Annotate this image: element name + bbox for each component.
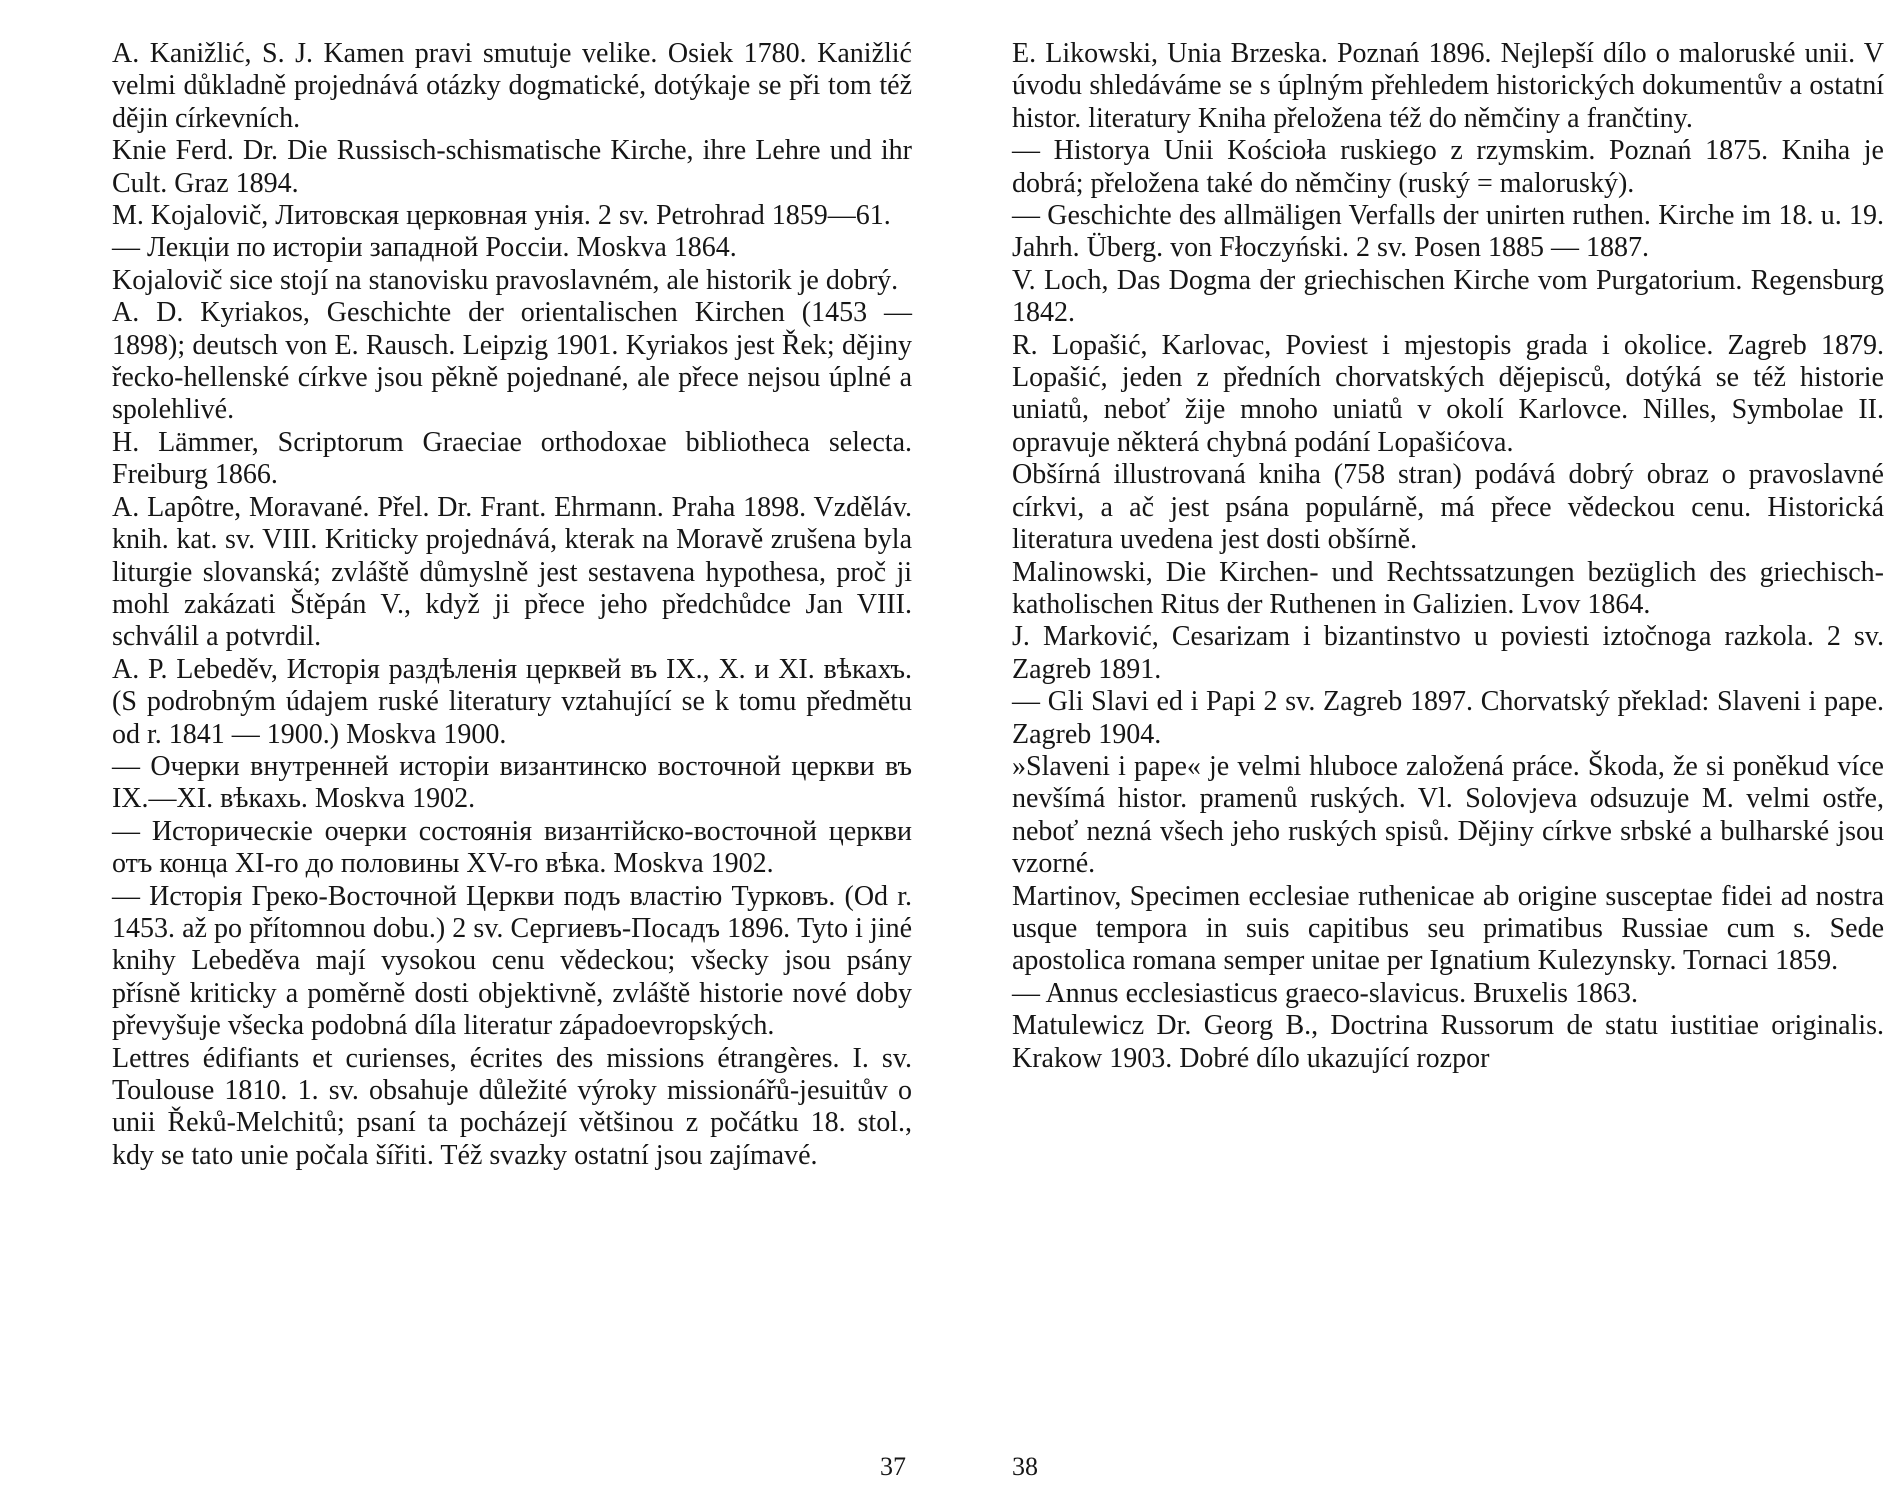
entry-markovic-slavi: — Gli Slavi ed i Papi 2 sv. Zagreb 1897. Chorvatský překlad: Slaveni i pape. Zagreb 1904. — [1012, 686, 1884, 750]
entry-matulewicz: Matulewicz Dr. Georg B., Doctrina Russorum de statu iustitiae originalis. Krakow 1903. Dobré dílo ukazující rozpor — [1012, 1010, 1884, 1074]
entry-likowski-historya: — Historya Unii Kościoła ruskiego z rzymskim. Poznań 1875. Kniha je dobrá; přeložena také do němčiny (ruský = maloruský). — [1012, 135, 1884, 199]
entry-markovic: J. Marković, Cesarizam i bizantinstvo u poviesti iztočnoga razkola. 2 sv. Zagreb 1891. — [1012, 621, 1884, 685]
note-obsirna-kniha: Obšírná illustrovaná kniha (758 stran) podává dobrý obraz o pravoslavné církvi, a ač jest psána populárně, má přece vědeckou cenu. Historická literatura uvedena jest dosti obšírně. — [1012, 459, 1884, 556]
entry-lammer: H. Lämmer, Scriptorum Graeciae orthodoxae bibliotheca selecta. Freiburg 1866. — [112, 426, 912, 491]
entry-likowski: E. Likowski, Unia Brzeska. Poznań 1896. Nejlepší dílo o maloruské unii. V úvodu shledáváme se s úplným přehledem historických dokumentův a ostatní histor. literatury Kniha přeložena též do němčiny a frančtiny. — [1012, 38, 1884, 134]
entry-lebedev-ocerki: — Очерки внутренней исторіи византинско восточной церкви въ IX.—XI. вѣкахь. Moskva 1902. — [112, 750, 912, 815]
entry-lopasic: R. Lopašić, Karlovac, Poviest i mjestopis grada i okolice. Zagreb 1879. Lopašić, jeden z předních chorvatských dějepisců, dotýká se též historie uniatů, neboť žije mnoho uniatů v okolí Karlovce. Nilles, Symbolae II. opravuje některá chybná podání Lopašićova. — [1012, 329, 1884, 458]
note-slaveni-i-pape: »Slaveni i pape« je velmi hluboce založená práce. Škoda, že si poněkud více nevšímá histor. pramenů ruských. Vl. Solovjeva odsuzuje M. velmi ostře, neboť nezná všech jeho ruských spisů. Dějiny církve srbské a bulharské jsou vzorné. — [1012, 750, 1884, 880]
entry-kyriakos: A. D. Kyriakos, Geschichte der orientalischen Kirchen (1453 — 1898); deutsch von E. Rausch. Leipzig 1901. Kyriakos jest Řek; dějiny řecko-hellenské církve jsou pěkně pojednané, ale přece nejsou úplné a spolehlivé. — [112, 297, 912, 426]
entry-lebedev: A. P. Lebeděv, Исторія раздѣленія церквей въ IX., X. и XI. вѣкахъ. (S podrobným údajem ruské literatury vztahující se k tomu předmětu od r. 1841 — 1900.) Moskva 1900. — [112, 653, 912, 750]
right-page — [1012, 38, 1884, 1075]
page-number-right: 38 — [1012, 1452, 1038, 1481]
note-kojalovic: Kojalovič sice stojí na stanovisku pravoslavném, ale historik je dobrý. — [112, 264, 899, 296]
entry-kanizlic: A. Kanižlić, S. J. Kamen pravi smutuje velike. Osiek 1780. Kanižlić velmi důkladně projednává otázky dogmatické, dotýkaje se při tom též dějin církevních. — [112, 38, 912, 134]
entry-malinowski: Malinowski, Die Kirchen- und Rechtssatzungen bezüglich des griechisch-katholischen Ritus der Ruthenen in Galizien. Lvov 1864. — [1012, 556, 1884, 620]
entry-likowski-geschichte: — Geschichte des allmäligen Verfalls der unirten ruthen. Kirche im 18. u. 19. Jahrh. Überg. von Fłoczyński. 2 sv. Posen 1885 — 1887. — [1012, 200, 1884, 264]
entry-martinov: Martinov, Specimen ecclesiae ruthenicae ab origine susceptae fidei ad nostra usque tempora in suis capitibus seu primatibus Russiae cum s. Sede apostolica romana semper unitae per Ignatium Kulezynsky. Tornaci 1859. — [1012, 880, 1884, 977]
entry-lebedev-istoriceskie: — Историческіе очерки состоянія византійско-восточной церкви отъ конца XI-го до половины XV-го вѣка. Moskva 1902. — [112, 815, 912, 880]
entry-lapotre: A. Lapôtre, Moravané. Přel. Dr. Frant. Ehrmann. Praha 1898. Vzděláv. knih. kat. sv. VIII. Kriticky projednává, kterak na Moravě zrušena byla liturgie slovanská; zvláště důmyslně jest sestavena hypothesa, proč ji mohl zakázati Štěpán V., když ji přece jeho předchůdce Jan VIII. schválil a potvrdil. — [112, 491, 912, 653]
entry-knie: Knie Ferd. Dr. Die Russisch-schismatische Kirche, ihre Lehre und ihr Cult. Graz 1894. — [112, 135, 912, 199]
entry-kojalovic: M. Kojalovič, Литовская церковная унія. 2 sv. Petrohrad 1859—61. — [112, 200, 891, 232]
entry-loch: V. Loch, Das Dogma der griechischen Kirche vom Purgatorium. Regensburg 1842. — [1012, 264, 1884, 329]
entry-kojalovic-lekcii: — Лекціи по исторіи западной Россіи. Moskva 1864. — [112, 232, 737, 264]
entry-lettres: Lettres édifiants et curienses, écrites des missions étrangères. I. sv. Toulouse 1810. 1. sv. obsahuje důležité výroky missionářů-jesuitův o unii Řeků-Melchitů; psaní ta pocházejí většinou z počátku 18. stol., kdy se tato unie počala šířiti. Též svazky ostatní jsou zajímavé. — [112, 1042, 912, 1171]
entry-martinov-annus: — Annus ecclesiasticus graeco-slavicus. Bruxelis 1863. — [1012, 977, 1638, 1009]
page-number-left: 37 — [880, 1452, 906, 1481]
left-page — [112, 38, 912, 1172]
entry-lebedev-istoria: — Исторія Греко-Восточной Церкви подъ властію Турковъ. (Od r. 1453. až po přítomnou dobu.) 2 sv. Сергиевъ-Посадъ 1896. Tyto i jiné knihy Lebeděva mají vysokou cenu vědeckou; všecky jsou psány přísně kriticky a poměrně dosti objektivně, zvláště historie nové doby převyšuje všecka podobná díla literatur západoevropských. — [112, 880, 912, 1042]
